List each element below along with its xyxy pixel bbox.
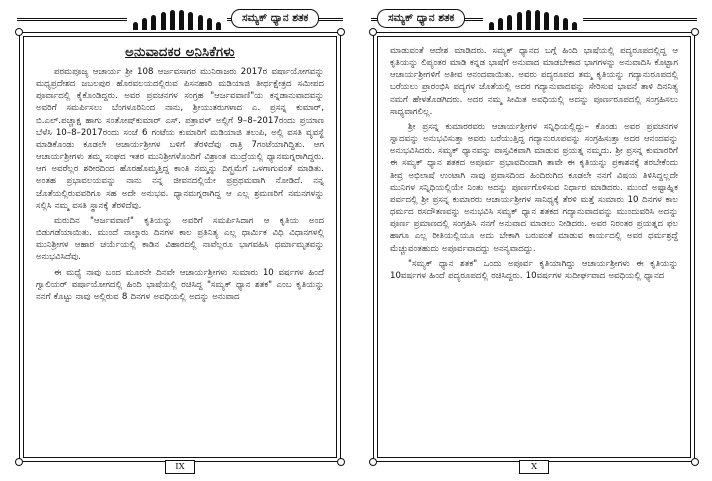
sunburst-ornament-icon	[483, 8, 583, 30]
page-number: X	[519, 460, 549, 474]
page-body	[23, 36, 337, 458]
paragraph: ಶ್ರೀ ಪ್ರಸನ್ನ ಕುಮಾರರವರು ಆಚಾರ್ಯಶ್ರೀಗಳ ಸನ್ನಿಧಿಯಲ್ಲಿದ್ದು– ಕೊಂಡು ಅವರ ಪ್ರವಚನಗಳ ಸ್ವಾದವನ್ನು ಅನುಭವಿಸುತ್ತಾ ಅವರು ಬರೆಯುತ್ತಿದ್ದ ಗದ್ಯಾನುರೂಪವನ್ನು ಸಂಗ್ರಹಿಸುತ್ತಾ ಅದರ ಆನಂದವನ್ನು ಅನುಭವಿಸಿದರು. ಸಮ್ಯಕ್ ಧ್ಯಾನವನ್ನು ವಾಸ್ತವಿಕವಾಗಿ ಮಾಡುವ ಪ್ರಯತ್ನ ನಮ್ಮದು. ಶ್ರೀ ಪ್ರಸನ್ನ ಕುಮಾರರಿಗೆ ಈ ಸಮ್ಯಕ್ ಧ್ಯಾನ ಶತಕದ ಅಪೂರ್ವ ಪ್ರಭಾವದಿಂದಾಗಿ ತಾವೇ ಈ ಕೃತಿಯನ್ನು ಪ್ರಕಾಶನಕ್ಕೆ ತರಬೇಕೆಂದು ತೀವ್ರ ಅಭಿಲಾಷೆ ಉಂಟಾಗಿ ನಾವು ಪ್ರವಾಸದಿಂದ ಹಿಂದಿರುಗಿದ ಕೂಡಲೇ ನನಗೆ ವಿಷಯ ತಿಳಿಸಿದ್ದಲ್ಲದೇ ಮುನಿಗಳ ಸನ್ನಿಧಿಯಲ್ಲಿಯೇ ನಿಂತು ಅದನ್ನು ಪೂರ್ಣಗೊಳಿಸುವ ನಿರ್ಧಾರ ಮಾಡಿದರು. ಮುಂದೆ ಅಷ್ಟಾಹ್ನಿಕ ಪರ್ವದಲ್ಲಿ ಶ್ರೀ ಪ್ರಸನ್ನ ಕುಮಾರರು ಆಚಾರ್ಯಶ್ರೀಗಳ ಸಾನಿಧ್ಯಕ್ಕೆ ತೆರಳಿ ಮತ್ತೆ ಸುಮಾರು 10 ದಿನಗಳ ಕಾಲ ಧರ್ಮದ ರಸದೌತಣವನ್ನು ಅನುಭವಿಸಿ ಸಮ್ಯಕ್ ಧ್ಯಾನ ಶತಕದ ಗದ್ಯಾನುವಾದವನ್ನು ಮುಂದುವರಿಸಿ ಅದನ್ನು ಪೂರ್ಣ ಪ್ರಮಾಣದಲ್ಲಿ ಸಂಗ್ರಹಿಸಿ ನನಗೆ ಅನುವಾದ ಮಾಡಲು ನೀಡಿದರು. ಅವರ ನಿರಂತರ ಪ್ರಯತ್ನದ ಫಲ ಹಾಗೂ ಎಲ್ಲ ರೀತಿಯಲ್ಲಿಯೂ ಅದು ಬೇಕಾಗಿ ಬರುವಂತೆ ಮಾಡುವ ಕಾರ್ಯದಲ್ಲಿ ಅವರ ಧರ್ಮಶ್ರದ್ಧೆ ಮೆಚ್ಚುವಂತಹುದು ಅಪೂರ್ವವಾದದ್ದು ಅನನ್ಯವಾದದ್ದು.	[390, 121, 678, 254]
paragraph: ಮರುದಿನ "ಆರ್ಜವವಾಣಿ" ಕೃತಿಯನ್ನು ಅವರಿಗೆ ಸಮರ್ಪಿಸಿದಾಗ ಆ ಕೃತಿಯ ಅಂದ ಬಿಡುಗಡೆಯಾಯಿತು. ಮುಂದೆ ನಾಲ್ಕಾರು ದಿನಗಳ ಕಾಲ ಪ್ರತಿನಿತ್ಯ ಎಲ್ಲ ಧಾರ್ಮಿಕ ವಿಧಿ ವಿಧಾನಗಳಲ್ಲಿ ಮುನಿಶ್ರೀಗಳ ಆಹಾರ ಚರ್ಯೆಯಲ್ಲಿ ಕಾಡಿನ ವಿಹಾರದಲ್ಲಿ ನಾವೆಲ್ಲರೂ ಭಾಗವಹಿಸಿ ಧರ್ಮಾಮೃತವನ್ನು ಅನುಭವಿಸಿದೆವು.	[36, 215, 324, 263]
paragraph: ಈ ಮಧ್ಯೆ ನಾವು ಬಂದ ಮೂರನೇ ದಿನವೇ ಆಚಾರ್ಯಶ್ರೀಗಳು ಸುಮಾರು 10 ವರ್ಷಗಳ ಹಿಂದೆ ಗ್ವಾಲಿಯರ್ ವರ್ಷಾಯೋಗದಲ್ಲಿ ಹಿಂದಿ ಭಾಷೆಯಲ್ಲಿ ರಚಿಸಿದ್ದ "ಸಮ್ಯಕ್ ಧ್ಯಾನ ಶತಕ" ಎಂಬ ಕೃತಿಯನ್ನು ನನಗೆ ಕೊಟ್ಟು ನಾವು ಅಲ್ಲಿರುವ 8 ದಿನಗಳ ಅವಧಿಯಲ್ಲಿ ಅದನ್ನು ಅನುವಾದ	[36, 267, 324, 302]
right-page	[371, 6, 697, 474]
paragraph: ಮಾಡುವಂತೆ ಆದೇಶ ಮಾಡಿದರು. ಸಮ್ಯಕ್ ಧ್ಯಾನದ ಬಗ್ಗೆ ಹಿಂದಿ ಭಾಷೆಯಲ್ಲಿ ಪದ್ಯರೂಪದಲ್ಲಿದ್ದ ಆ ಕೃತಿಯನ್ನು ಲಿಪ್ಯಂತರ ಮಾಡಿ ಕನ್ನಡ ಭಾಷೆಗೆ ಅನುವಾದ ಮಾಡಬೇಕಾದ ಭಾಗಗಳನ್ನು ಅನುವಾದಿಸಿ ಕೊಟ್ಟಾಗ ಆಚಾರ್ಯಶ್ರೀಗಳಿಗೆ ಅತೀವ ಆನಂದವಾಯಿತು. ಅವರು ಪದ್ಯರೂಪದ ತಮ್ಮ ಕೃತಿಯನ್ನು ಗದ್ಯಾನುರೂಪದಲ್ಲಿ ಬರೆಯಲು ಪ್ರಾರಂಭಿಸಿ ಪದ್ಯಗಳ ಜೊತೆಯಲ್ಲಿ ಅದರ ಗದ್ಯಾನುವಾದವನ್ನು ಸೇರಿಸುವ ಭಾವನೆ ತಾಳಿ ದಿನನಿತ್ಯ ನಮಗೆ ಹೇಳತೊಡಗಿದರು. ಅದರ ನಮ್ಮ ಸೀಮಿತ ಅವಧಿಯಲ್ಲಿ ಅದನ್ನು ಪೂರ್ಣರೂಪದಲ್ಲಿ ಸಂಗ್ರಹಿಸಲು ಸಾಧ್ಯವಾಗಲಿಲ್ಲ.	[390, 46, 678, 117]
page-frame	[19, 32, 341, 462]
section-heading: ಅನುವಾದಕರ ಅನಿಸಿಕೆಗಳು	[125, 45, 235, 60]
page-body	[377, 36, 691, 458]
running-title: ಸಮ್ಯಕ್ ಧ್ಯಾನ ಶತಕ	[231, 9, 319, 28]
running-title: ಸಮ್ಯಕ್ ಧ್ಯಾನ ಶತಕ	[377, 9, 465, 28]
page-header-ornament	[17, 6, 343, 32]
paragraph: ಪರಮಪೂಜ್ಯ ಆಚಾರ್ಯ ಶ್ರೀ 108 ಆರ್ಜವಸಾಗರ ಮುನಿರಾಜರು 2017ರ ವರ್ಷಾಯೋಗವನ್ನು ಮಧ್ಯಪ್ರದೇಶದ ಜಬಲಪುರ ಹೊರವಲಯದಲ್ಲಿರುವ ಪಿಸನಹಾರಿ ಮಡಿಯಾಜಿ ತೀರ್ಥಕ್ಷೇತ್ರದ ಸಮೀಪದ ಪೂರ್ವಾದಲ್ಲಿ ಕೈಕೊಂಡಿದ್ದರು. ಅವರ ಪ್ರವಚನಗಳ ಸಂಗ್ರಹ "ಆರ್ಜವವಾಣಿ"ಯ ಕನ್ನಡಾನುವಾದವನ್ನು ಅವರಿಗೆ ಸಮರ್ಪಿಸಲು ಬೆಂಗಳೂರಿನಿಂದ ನಾನು, ಶ್ರೀಯುತರುಗಳಾದ ಎ. ಪ್ರಸನ್ನ ಕುಮಾರ್, ಬಿ.ಎಲ್.ಪಚ್ಚಾಕ್ಷ ಹಾಗು ಸಂತೋಷ್‌ಕುಮಾರ್ ಎಸ್. ಪತ್ರಾವಳ್ ಅಲ್ಲಿಗೆ 9–8–2017ರಂದು ಪ್ರಯಾಣ ಬೆಳೆಸಿ 10–8–2017ರಂದು ಸಂಜೆ 6 ಗಂಟೆಯ ಕುಮಾರಿಗೆ ಮಡಿಯಾಜಿ ತಲುಪಿ, ಅಲ್ಲಿ ವಸತಿ ವ್ಯವಸ್ಥೆ ಮಾಡಿಕೊಂಡು ಕೂಡಲೇ ಆಚಾರ್ಯಶ್ರೀಗಳ ಬಳಿಗೆ ತೆರಳಿದೆವು ರಾತ್ರಿ 7ಗಂಟೆಯಾಗಿದ್ದಿತು. ಆಗ ಆಚಾರ್ಯಶ್ರೀಗಳು ತಮ್ಮ ಸಂಘದ ಇತರ ಮುನಿಶ್ರೀಗಳೊಂದಿಗೆ ವಿಶ್ರಾಂತ ಮುದ್ರೆಯಲ್ಲಿ ಧ್ಯಾನಮಗ್ನರಾಗಿದ್ದರು. ಆಗ ಅವರೆಲ್ಲರ ಶರೀರದಿಂದ ಹೊರಹೊಮ್ಮತ್ತಿದ್ದ ಕಾಂತಿ ನಮ್ಮನ್ನು ದಿಗ್ಭ್ರಮೆಗೆ ಒಳಗಾಗುವಂತೆ ಮಾಡಿತು. ಅಂತಹ ಪ್ರಭಾವಲಯವನ್ನು ನಾನು ನನ್ನ ಜೀವನದಲ್ಲಿಯೇ ಪ್ರಪ್ರಥಮವಾಗಿ ನೋಡಿದೆ. ನನ್ನ ಜೊತೆಯಲ್ಲಿರುವವರಿಗೂ ಸಹ ಅದೇ ಅನುಭವ. ಧ್ಯಾನಮಗ್ನರಾಗಿದ್ದ ಆ ಎಲ್ಲ ಶ್ರಮಣರಿಗೆ ನಮನಗಳನ್ನು ಸಲ್ಲಿಸಿ ನಮ್ಮ ವಸತಿ ಸ್ಥಾನಕ್ಕೆ ತೆರಳಿದೆವು.	[36, 67, 324, 211]
sunburst-ornament-icon	[127, 8, 227, 30]
page-header-ornament	[371, 6, 697, 32]
page-number: IX	[165, 460, 195, 474]
left-page	[17, 6, 343, 474]
page-frame	[373, 32, 695, 462]
paragraph: "ಸಮ್ಯಕ್ ಧ್ಯಾನ ಶತಕ" ಒಂದು ಅಪೂರ್ವ ಕೃತಿಯಾಗಿದ್ದು ಆಚಾರ್ಯಶ್ರೀಗಳು ಈ ಕೃತಿಯನ್ನು 10ವರ್ಷಗಳ ಹಿಂದೆ ಪದ್ಯರೂಪದಲ್ಲಿ ರಚಿಸಿದ್ದರು. 10ವರ್ಷಗಳ ಸುದೀರ್ಘವಾದ ಅವಧಿಯಲ್ಲಿ ಧ್ಯಾನದ	[390, 258, 678, 281]
